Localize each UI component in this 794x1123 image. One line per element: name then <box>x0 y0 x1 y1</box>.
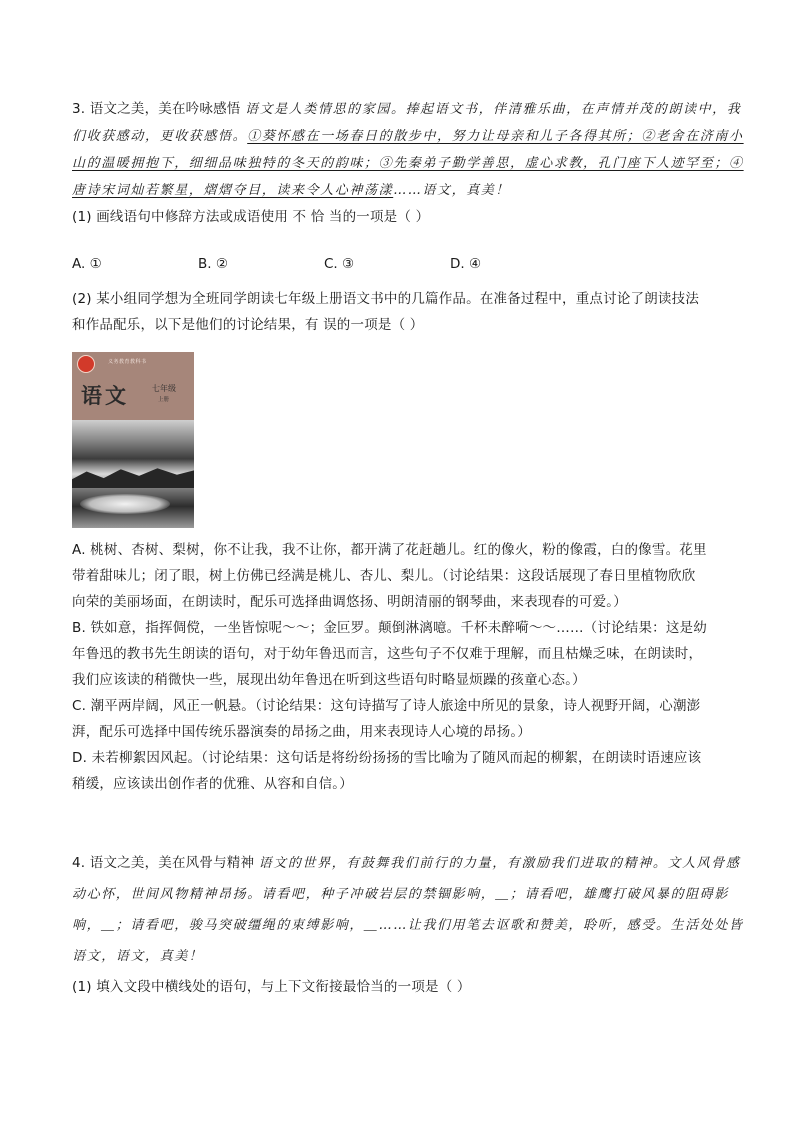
publisher-logo-icon <box>77 355 95 373</box>
answer-d-line-1[interactable]: D. 未若柳絮因风起。（讨论结果：这句话是将纷纷扬扬的雪比喻为了随风而起的柳絮，在朗读时语速应该 <box>72 750 702 766</box>
q3-line-2 <box>72 123 744 150</box>
q3-sub1-options <box>72 256 592 272</box>
q4-line-3 <box>72 910 744 941</box>
question-3 <box>72 96 744 230</box>
answer-a-line-3: 向荣的美丽场面，在朗读时，配乐可选择曲调悠扬、明朗清丽的钢琴曲，来表现春的可爱。） <box>72 594 627 610</box>
question-4 <box>72 848 744 1003</box>
q3-heading: 3. 语文之美，美在吟咏感悟 <box>72 101 245 117</box>
q3-underlined-text: ①葵怀感在一场春日的散步中，努力让母亲和儿子各得其所；②老舍在济南小 <box>247 129 744 144</box>
answer-c-line-2: 湃，配乐可选择中国传统乐器演奏的昂扬之曲，用来表现诗人心境的昂扬。） <box>72 724 532 740</box>
q3-passage-text: 语文是人类情思的家园。捧起语文书，伴清雅乐曲，在声情并茂的朗读中，我 <box>244 102 742 117</box>
q4-sub1-prompt: (1) 填入文段中横线处的语句，与上下文衔接最恰当的一项是（ ） <box>72 979 471 995</box>
q3-sub2-answers <box>72 537 722 797</box>
q3-line-3 <box>72 150 744 177</box>
answer-b-line-3: 我们应该读的稍微快一些，展现出幼年鲁迅在听到这些语句时略显烦躁的孩童心态。） <box>72 672 586 688</box>
q4-passage-text: 语文，语文，真美！ <box>72 949 204 964</box>
q4-line-1 <box>72 848 741 879</box>
option-b[interactable]: B. ② <box>198 256 228 272</box>
option-d[interactable]: D. ④ <box>450 256 482 272</box>
q3-sub1-prompt: (1) 画线语句中修辞方法或成语使用 不 恰 当的一项是（ ） <box>72 209 430 225</box>
option-c[interactable]: C. ③ <box>324 256 355 272</box>
cover-title: 语文 <box>81 383 129 408</box>
q3-sub2-prompt <box>72 286 722 338</box>
answer-a-line-1[interactable]: A. 桃树、杏树、梨树，你不让我，我不让你，都开满了花赶趟儿。红的像火，粉的像霞，白的像雪。花里 <box>72 542 707 558</box>
answer-a-line-2: 带着甜味儿；闭了眼，树上仿佛已经满是桃儿、杏儿、梨儿。（讨论结果：这段话展现了春日里植物欣欣 <box>72 568 696 584</box>
q3-line-4 <box>72 177 744 204</box>
q3-sub2-line-1: (2) 某小组同学想为全班同学朗读七年级上册语文书中的几篇作品。在准备过程中，重点讨论了朗读技法 <box>72 291 700 307</box>
q4-passage-text: 动心怀，世间风物精神昂扬。请看吧，种子冲破岩层的禁锢影响，＿；请看吧，雄鹰打破风暴的阻碍影 <box>72 887 730 902</box>
q3-passage-text: 们收获感动，更收获感悟。 <box>72 129 248 144</box>
cover-publisher: 义务教育教科书 <box>108 359 147 365</box>
answer-b-line-1[interactable]: B. 铁如意，指挥倜傥，一坐皆惊呢～～；金叵罗。颠倒淋漓噫。千杯未醉嗬～～……（讨论结果：这是幼 <box>72 620 707 636</box>
answer-d-line-2: 稍缓，应该读出创作者的优雅、从容和自信。） <box>72 776 353 792</box>
answer-c-line-1[interactable]: C. 潮平两岸阔，风正一帆悬。（讨论结果：这句诗描写了诗人旅途中所见的景象，诗人视野开阔，心潮澎 <box>72 698 701 714</box>
q4-line-2 <box>72 879 730 910</box>
q3-underlined-text: 唐诗宋词灿若繁星，熠熠夺目，读来令人心神荡漾 <box>72 183 394 198</box>
q4-heading: 4. 语文之美，美在风骨与精神 <box>72 855 259 871</box>
q3-sub2-line-2: 和作品配乐，以下是他们的讨论结果，有 误的一项是（ ） <box>72 317 424 333</box>
cover-wave-foam <box>80 494 170 514</box>
q3-passage-text: ……语文，真美！ <box>393 183 511 198</box>
cover-grade: 七年级 <box>152 384 176 393</box>
q4-passage-text: 响，＿；请看吧，骏马突破缰绳的束缚影响，＿……让我们用笔去讴歌和赞美，聆听，感受。生活处处皆 <box>72 918 744 933</box>
textbook-cover-image <box>72 352 194 528</box>
cover-volume: 上册 <box>158 397 170 403</box>
q4-passage-text: 语文的世界，有鼓舞我们前行的力量，有激励我们进取的精神。文人风骨感 <box>258 856 741 871</box>
q4-line-4 <box>72 941 722 972</box>
q3-line-1 <box>72 96 744 123</box>
answer-b-line-2: 年鲁迅的教书先生朗读的语句，对于幼年鲁迅而言，这些句子不仅难于理解，而且枯燥乏味，在朗读时， <box>72 646 703 662</box>
option-a[interactable]: A. ① <box>72 256 102 272</box>
q3-underlined-text: 山的温暖拥抱下，细细品味独特的冬天的韵味；③先秦弟子勤学善思，虚心求教，孔门座下人迹罕至；④ <box>72 156 744 171</box>
